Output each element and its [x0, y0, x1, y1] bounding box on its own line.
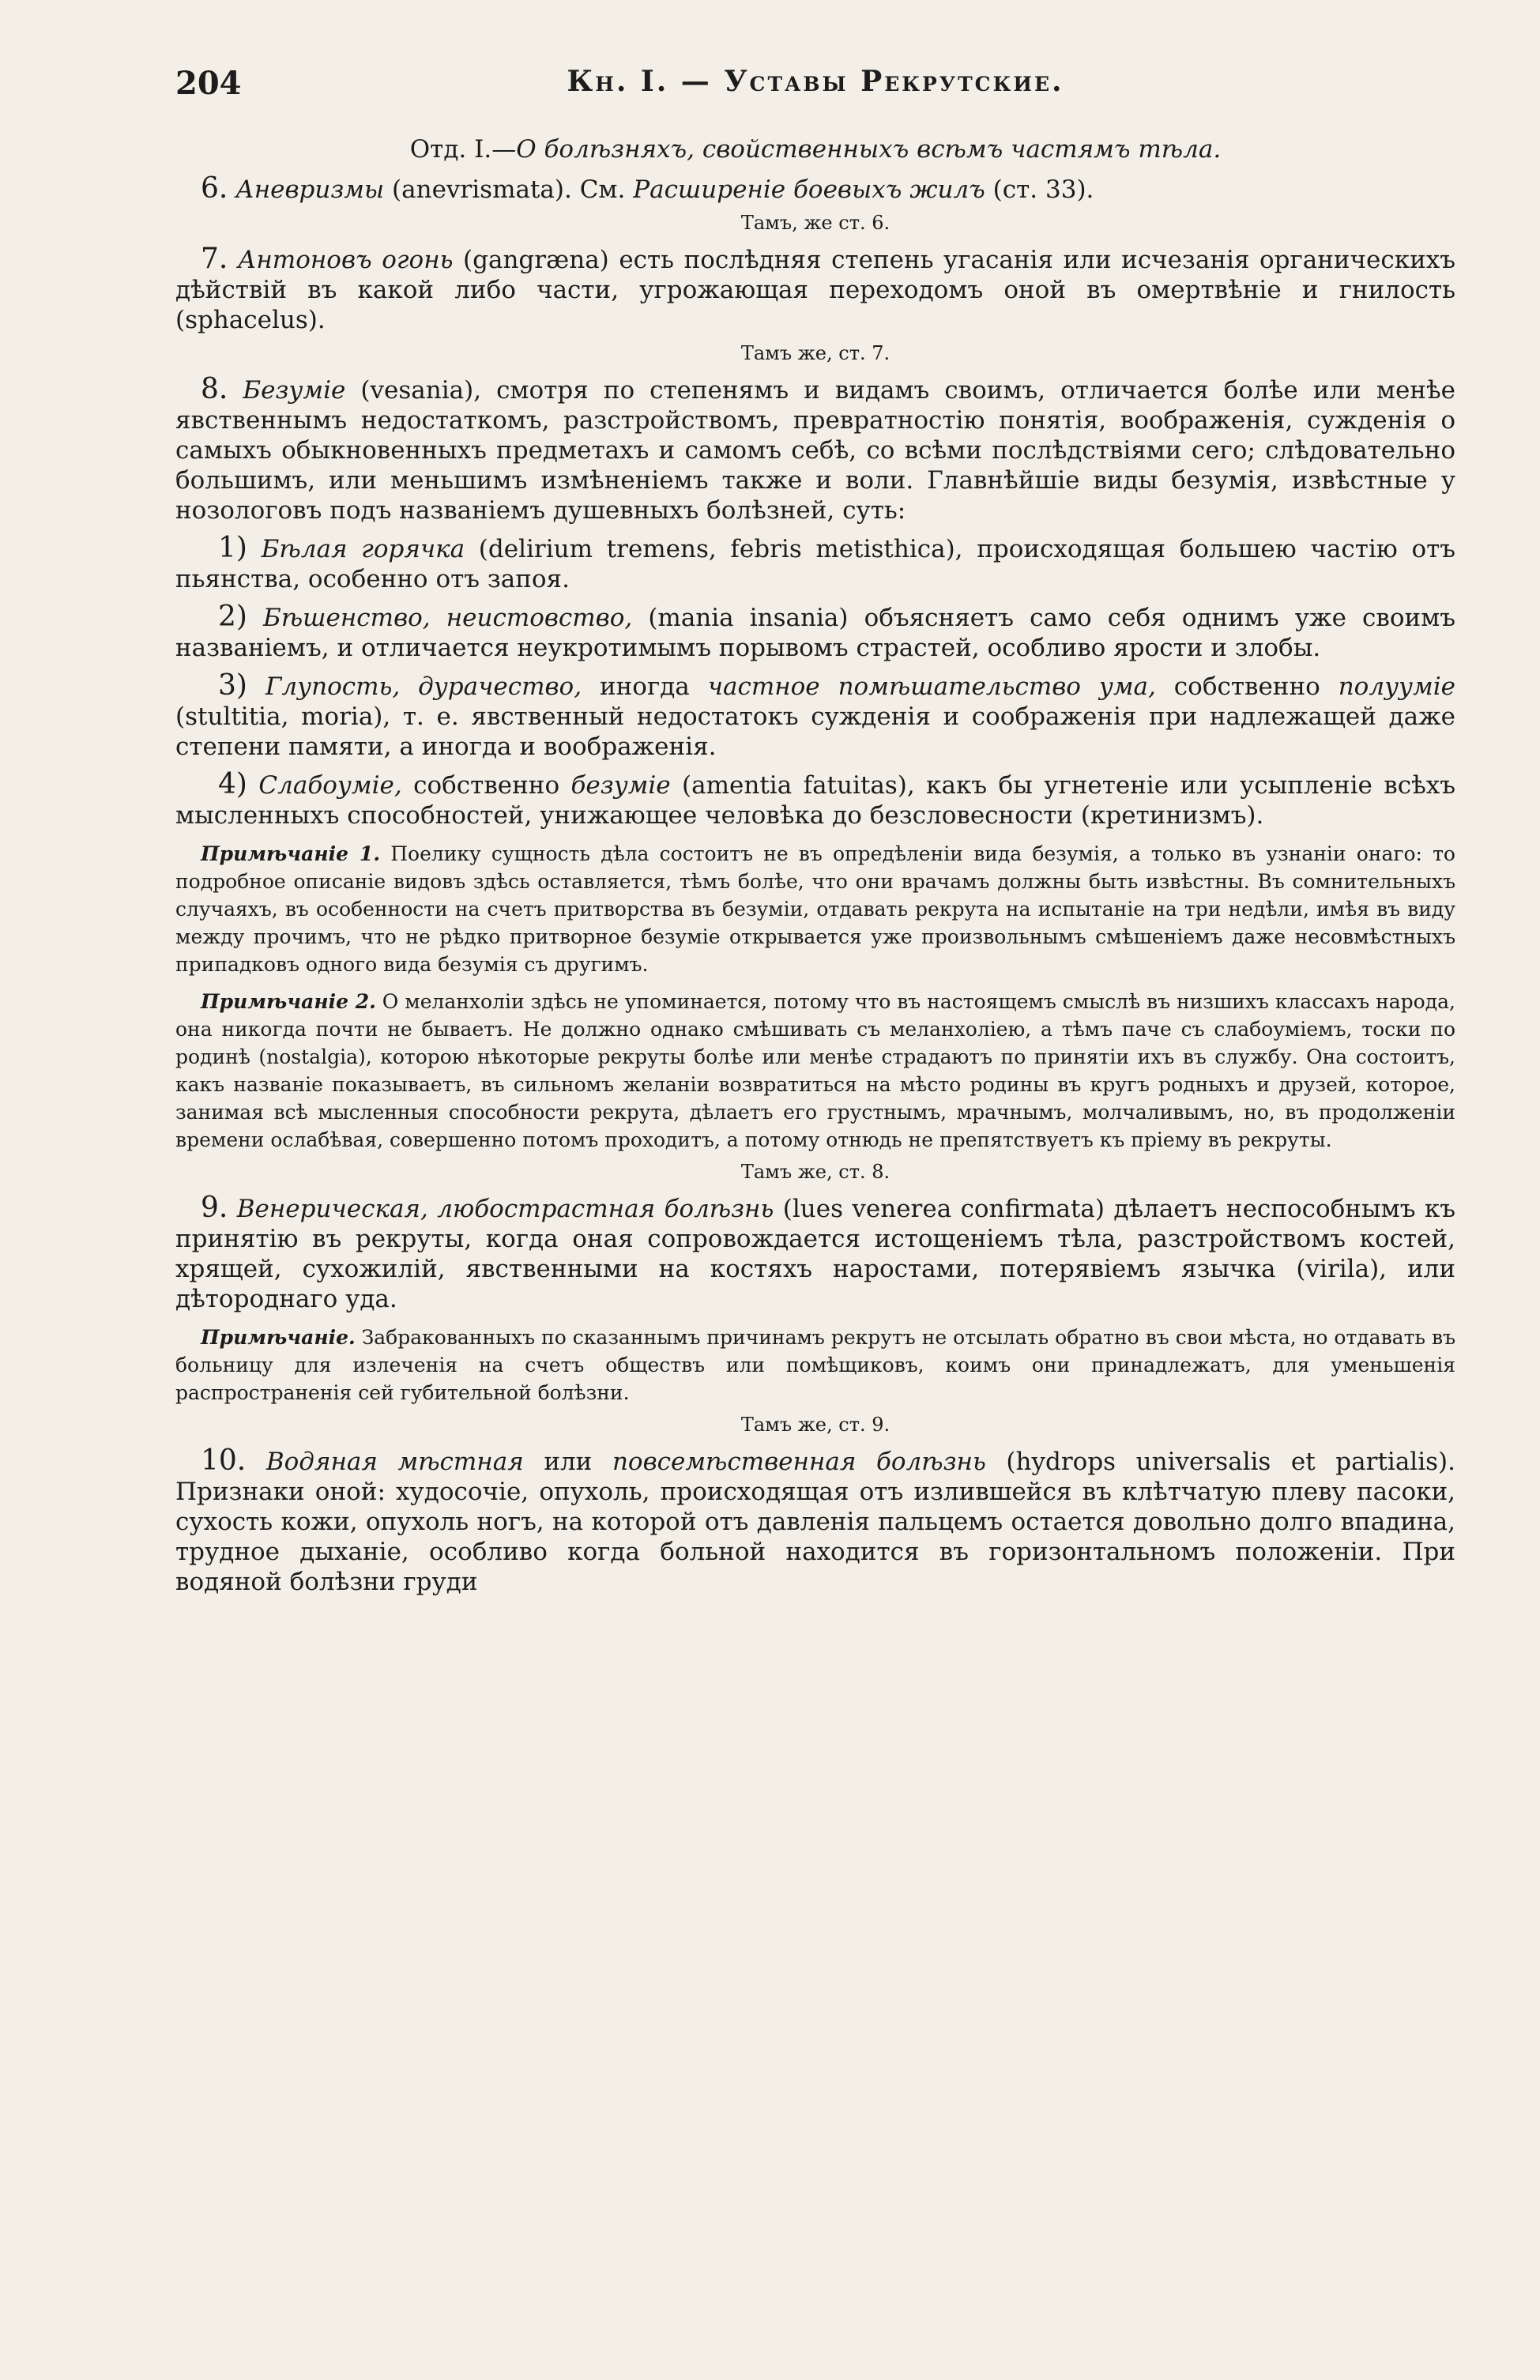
article-number: 8.: [201, 373, 228, 405]
article-term: Безумiе: [243, 376, 346, 405]
article-9: [175, 1193, 1455, 1314]
article-text: (ст. 33).: [985, 175, 1094, 204]
note-text: Забракованныхъ по сказаннымъ причинамъ рекрутъ не отсылать обратно въ свои мѣста, но отдавать въ больницу для излеченія на счетъ обществъ или помѣщиковъ, коимъ они принадлежатъ, для уменьшенія распространенія сей губительной болѣзни.: [175, 1326, 1455, 1404]
source-ref: Тамъ же, ст. 8.: [740, 1161, 890, 1183]
article-number: 9.: [201, 1192, 228, 1224]
page-header: [175, 65, 1455, 112]
subitem-term: полуумiе: [1338, 672, 1455, 701]
article-6: [175, 174, 1455, 205]
running-title: Кн. I. — Уставы Рекрутские.: [567, 65, 1064, 98]
source-ref: Тамъ же, ст. 7.: [740, 342, 890, 364]
article-term: Антоновъ огонь: [237, 246, 454, 274]
subitem-text: иногда: [582, 672, 708, 701]
subitem-text: собственно: [1155, 672, 1339, 701]
page-number: 204: [175, 65, 242, 102]
text-column: [175, 134, 1455, 1597]
note-label: Примѣчанiе.: [201, 1326, 356, 1349]
source-ref: Тамъ, же ст. 6.: [740, 212, 890, 234]
article-text: (vesania), смотря по степенямъ и видамъ своимъ, отличается болѣе или менѣе явственнымъ недостаткомъ, разстройствомъ, превратностію понятія, воображенія, сужденія о самыхъ обыкновенныхъ предметахъ и самомъ себѣ, со всѣми послѣдствіями сего; слѣдовательно большимъ, или меньшимъ измѣненіемъ также и воли. Главнѣйшіе виды безумія, извѣстные у нозологовъ подъ названіемъ душевныхъ болѣзней, суть:: [175, 376, 1455, 525]
subitem-text: (stultitia, moria), т. е. явственный недостатокъ сужденія и соображенія при надлежащей даже степени памяти, а иногда и воображенія.: [175, 702, 1455, 761]
article-number: 7.: [201, 243, 228, 275]
subitem-4: [175, 770, 1455, 830]
subitem-1: [175, 533, 1455, 594]
department-prefix: Отд. I.—: [409, 135, 517, 164]
subitem-number: 3): [218, 669, 247, 702]
subitem-term: Бѣшенство, неистовство,: [263, 604, 633, 632]
article-term: Расширеніе боевыхъ жилъ: [633, 175, 985, 204]
note-text: Поелику сущность дѣла состоитъ не въ опредѣленіи вида безумія, а только въ узнаніи онаго: то подробное описаніе видовъ здѣсь оставляется, тѣмъ болѣе, что они врачамъ должны быть извѣстны. Въ сомнительныхъ случаяхъ, въ особенности на счетъ притворства въ безуміи, отдавать рекрута на испытаніе на три недѣли, имѣя въ виду между прочимъ, что не рѣдко притворное безуміе открывается уже произвольнымъ смѣшеніемъ даже несовмѣстныхъ припадковъ одного вида безумія съ другимъ.: [175, 842, 1455, 976]
department-title: О болѣзняхъ, свойственныхъ всѣмъ частямъ тѣла.: [516, 135, 1222, 164]
subitem-number: 2): [218, 601, 247, 633]
article-7: [175, 244, 1455, 335]
article-text: (gangræna) есть послѣдняя степень угасанія или исчезанія органическихъ дѣйствій въ какой либо части, угрожающая переходомъ оной въ омертвѣніе и гнилость (sphacelus).: [175, 246, 1456, 334]
article-8: [175, 375, 1455, 525]
article-text: (anevrismata). См.: [384, 175, 634, 204]
subitem-2: [175, 602, 1455, 663]
department-heading: [175, 134, 1455, 164]
note-label: Примѣчанiе 2.: [201, 990, 376, 1013]
note-label: Примѣчанiе 1.: [201, 842, 381, 865]
note-3: [175, 1324, 1455, 1407]
subitem-text: (amentia fatuitas), какъ бы угнетеніе или усыпленіе всѣхъ мысленныхъ способностей, унижающее человѣка до безсловесности (кретинизмъ).: [175, 771, 1455, 830]
subitem-number: 4): [218, 768, 247, 800]
subitem-term: Слабоумiе,: [258, 771, 402, 800]
subitem-term: частное помѣшательство ума,: [707, 672, 1156, 701]
article-number: 10.: [201, 1444, 247, 1477]
subitem-term: Бѣлая горячка: [261, 535, 465, 563]
article-text: или: [523, 1448, 612, 1476]
subitem-term: Глупость, дурачество,: [265, 672, 582, 701]
article-10: [175, 1446, 1455, 1597]
article-number: 6.: [201, 172, 228, 205]
note-1: [175, 840, 1455, 978]
source-ref: Тамъ же, ст. 9.: [740, 1414, 890, 1436]
note-text: О меланхоліи здѣсь не упоминается, потому что въ настоящемъ смыслѣ въ низшихъ классахъ народа, она никогда почти не бываетъ. Не должно однако смѣшивать съ меланхоліею, а тѣмъ паче съ слабоуміемъ, тоски по родинѣ (nostalgia), которою нѣкоторые рекруты болѣе или менѣе страдаютъ по принятіи ихъ въ службу. Она состоитъ, какъ названіе показываетъ, въ сильномъ желаніи возвратиться на мѣсто родины въ кругъ родныхъ и друзей, которое, занимая всѣ мысленныя способности рекрута, дѣлаетъ его грустнымъ, мрачнымъ, молчаливымъ, но, въ продолженіи времени ослабѣвая, совершенно потомъ проходитъ, а потому отнюдь не препятствуетъ къ пріему въ рекруты.: [175, 990, 1455, 1151]
article-term: Венерическая, любострастная болѣзнь: [236, 1195, 774, 1223]
subitem-term: безумiе: [570, 771, 671, 800]
article-text: (hydrops universalis et partialis). Признаки оной: худосочіе, опухоль, происходящая отъ излившейся въ клѣтчатую плеву пасоки, сухость кожи, опухоль ногъ, на которой отъ давленія пальцемъ остается довольно долго впадина, трудное дыханіе, особливо когда больной находится въ горизонтальномъ положеніи. При водяной болѣзни груди: [175, 1448, 1455, 1596]
article-term: Аневризмы: [235, 175, 385, 204]
subitem-3: [175, 671, 1455, 762]
subitem-text: (mania insania) объясняетъ само себя однимъ уже своимъ названіемъ, и отличается неукротимымъ порывомъ страстей, особливо ярости и злобы.: [175, 604, 1455, 662]
subitem-text: собственно: [401, 771, 571, 800]
note-2: [175, 988, 1455, 1154]
subitem-text: (delirium tremens, febris metisthica), происходящая большею частію отъ пьянства, особенно отъ запоя.: [175, 535, 1455, 593]
article-term: Водяная мѣстная: [265, 1448, 524, 1476]
article-text: (lues venerea confirmata) дѣлаетъ неспособнымъ къ принятію въ рекруты, когда оная сопровождается истощеніемъ тѣла, разстройствомъ костей, хрящей, сухожилій, явственными на костяхъ наростами, потерявіемъ язычка (virila), или дѣтороднаго уда.: [175, 1195, 1455, 1313]
subitem-number: 1): [218, 532, 247, 564]
article-term: повсемѣственная болѣзнь: [612, 1448, 986, 1476]
